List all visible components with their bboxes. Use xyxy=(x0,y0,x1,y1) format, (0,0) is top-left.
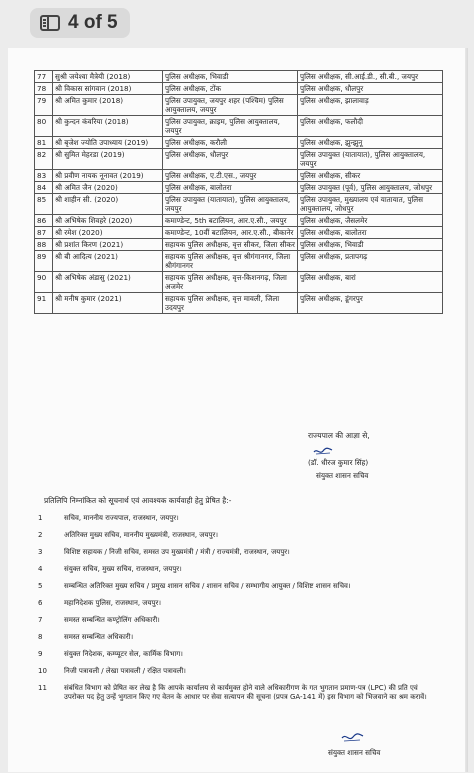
copy-to-list xyxy=(38,514,438,710)
officer-name-cell: श्री अमित जैन (2020) xyxy=(53,182,163,194)
copy-to-item-number: 5 xyxy=(38,582,43,590)
new-posting-cell: पुलिस उपायुक्त (यातायात), पुलिस आयुक्तालय, जयपुर xyxy=(298,149,443,170)
officer-name-cell: श्री मनीष कुमार (2021) xyxy=(53,293,163,314)
copy-to-item-number: 7 xyxy=(38,616,43,624)
table-row xyxy=(35,83,443,95)
copy-to-item-number: 10 xyxy=(38,667,47,675)
signature-mark xyxy=(313,446,333,456)
copy-to-item xyxy=(38,582,438,591)
serial-number-cell: 80 xyxy=(35,116,53,137)
table-row xyxy=(35,116,443,137)
serial-number-cell: 83 xyxy=(35,170,53,182)
closing-signature-mark xyxy=(340,731,364,743)
copy-to-item-text: अतिरिक्त मुख्य सचिव, माननीय मुख्यमंत्री, राजस्थान, जयपुर। xyxy=(64,531,219,539)
officer-name-cell: श्री बृजेश ज्योति उपाध्याय (2019) xyxy=(53,137,163,149)
copy-to-item-number: 1 xyxy=(38,514,43,522)
copy-to-item-text: सम्बन्धित अतिरिक्त मुख्य सचिव / प्रमुख शासन सचिव / शासन सचिव / सम्भागीय आयुक्त / विशिष्ट शासन सचिव। xyxy=(64,582,351,590)
new-posting-cell: पुलिस अधीक्षक, डूंगरपुर xyxy=(298,293,443,314)
table-row xyxy=(35,95,443,116)
serial-number-cell: 87 xyxy=(35,227,53,239)
copy-to-item xyxy=(38,548,438,557)
current-posting-cell: पुलिस अधीक्षक, धौलपुर xyxy=(163,149,298,170)
table-row xyxy=(35,71,443,83)
transfer-table xyxy=(34,70,443,314)
table-row xyxy=(35,194,443,215)
current-posting-cell: सहायक पुलिस अधीक्षक, वृत्त सीकर, जिला सीकर xyxy=(163,239,298,251)
copy-to-item-text: संयुक्त निदेशक, कम्प्यूटर सेल, कार्मिक विभाग। xyxy=(64,650,183,658)
copy-to-item-number: 9 xyxy=(38,650,43,658)
copy-to-title: प्रतिलिपि निम्नांकित को सूचनार्थ एवं आवश्यक कार्यवाही हेतु प्रेषित है:- xyxy=(44,496,232,505)
current-posting-cell: कमाण्डेन्ट, 10वीं बटालियन, आर.ए.सी., बीकानेर xyxy=(163,227,298,239)
new-posting-cell: पुलिस अधीक्षक, प्रतापगढ़ xyxy=(298,251,443,272)
officer-name-cell: श्री सुमित मेहरडा (2019) xyxy=(53,149,163,170)
serial-number-cell: 78 xyxy=(35,83,53,95)
officer-name-cell: सुश्री जयेश्वा मैत्रेयी (2018) xyxy=(53,71,163,83)
officer-name-cell: श्री प्रवीण नायक नूनावत (2019) xyxy=(53,170,163,182)
current-posting-cell: सहायक पुलिस अधीक्षक, वृत्त-किशनगढ़, जिला अजमेर xyxy=(163,272,298,293)
copy-to-item-number: 6 xyxy=(38,599,43,607)
current-posting-cell: पुलिस अधीक्षक, टोंक xyxy=(163,83,298,95)
serial-number-cell: 88 xyxy=(35,239,53,251)
sidebar-pages-icon[interactable] xyxy=(40,15,60,31)
current-posting-cell: पुलिस अधीक्षक, ए.टी.एस., जयपुर xyxy=(163,170,298,182)
copy-to-item-text: विशिष्ट सहायक / निजी सचिव, समस्त उप मुख्यमंत्री / मंत्री / राज्यमंत्री, राजस्थान, जयपुर। xyxy=(64,548,290,556)
current-posting-cell: पुलिस उपायुक्त (यातायात), पुलिस आयुक्तालय, जयपुर xyxy=(163,194,298,215)
officer-name-cell: श्री अमित कुमार (2018) xyxy=(53,95,163,116)
serial-number-cell: 85 xyxy=(35,194,53,215)
current-posting-cell: कमाण्डेन्ट, 5th बटालियन, आर.ए.सी., जयपुर xyxy=(163,215,298,227)
current-posting-cell: पुलिस अधीक्षक, करौली xyxy=(163,137,298,149)
copy-to-item xyxy=(38,599,438,608)
copy-to-item-text: संबंधित विभाग को प्रेषित कर लेख है कि आपके कार्यालय से कार्यमुक्त होने वाले अधिकारीगण के गत भुगतान प्रमाण-पत्र (LPC) की प्रति एवं उपरोक्त पद हेतु उन्हें भुगतान किए गए वेतन के आधार पर सेवा सत्यापन की सूचना (प्रपत्र GA-141 में) इस विभाग को भिजवाने का श्रम करावें। xyxy=(64,684,427,701)
copy-to-item-number: 3 xyxy=(38,548,43,556)
closing-designation: संयुक्त शासन सचिव xyxy=(328,748,381,757)
table-row xyxy=(35,215,443,227)
serial-number-cell: 91 xyxy=(35,293,53,314)
serial-number-cell: 79 xyxy=(35,95,53,116)
copy-to-item-text: सचिव, माननीय राज्यपाल, राजस्थान, जयपुर। xyxy=(64,514,179,522)
table-row xyxy=(35,149,443,170)
officer-name-cell: श्री शाहीन सी. (2020) xyxy=(53,194,163,215)
copy-to-item-text: महानिदेशक पुलिस, राजस्थान, जयपुर। xyxy=(64,599,162,607)
by-order-text: राज्यपाल की आज्ञा से, xyxy=(308,431,370,440)
current-posting-cell: पुलिस अधीक्षक, भिवाडी xyxy=(163,71,298,83)
officer-name-cell: श्री अभिषेक शिवहरे (2020) xyxy=(53,215,163,227)
copy-to-item-text: समस्त सम्बन्धित अधिकारी। xyxy=(64,633,134,641)
officer-name-cell: श्री प्रशांत किरण (2021) xyxy=(53,239,163,251)
current-posting-cell: सहायक पुलिस अधीक्षक, वृत्त श्रीगंगानगर, जिला श्रीगंगानगर xyxy=(163,251,298,272)
copy-to-item xyxy=(38,531,438,540)
copy-to-item-number: 4 xyxy=(38,565,43,573)
table-row xyxy=(35,293,443,314)
page-indicator-text: 4 of 5 xyxy=(68,12,118,33)
table-row xyxy=(35,182,443,194)
copy-to-item xyxy=(38,514,438,523)
serial-number-cell: 90 xyxy=(35,272,53,293)
table-row xyxy=(35,170,443,182)
copy-to-item xyxy=(38,684,438,702)
new-posting-cell: पुलिस उपायुक्त, मुख्यालय एवं यातायात, पुलिस आयुक्तालय, जोधपुर xyxy=(298,194,443,215)
copy-to-item xyxy=(38,633,438,642)
new-posting-cell: पुलिस अधीक्षक, जैसलमेर xyxy=(298,215,443,227)
table-row xyxy=(35,137,443,149)
table-row xyxy=(35,272,443,293)
copy-to-item-text: समस्त सम्बन्धित कण्ट्रोलिंग अधिकारी। xyxy=(64,616,160,624)
officer-name-cell: श्री बी आदित्य (2021) xyxy=(53,251,163,272)
document-page xyxy=(8,48,468,772)
officer-name-cell: श्री कुन्दन कंवरिया (2018) xyxy=(53,116,163,137)
copy-to-item-text: निजी पत्रावली / लेखा पत्रावली / रक्षित पत्रावली। xyxy=(64,667,186,675)
officer-name-cell: श्री रमेश (2020) xyxy=(53,227,163,239)
new-posting-cell: पुलिस अधीक्षक, धौलपुर xyxy=(298,83,443,95)
current-posting-cell: पुलिस उपायुक्त, जयपुर शहर (पश्चिम) पुलिस आयुक्तालय, जयपुर xyxy=(163,95,298,116)
new-posting-cell: पुलिस उपायुक्त (पूर्व), पुलिस आयुक्तालय, जोधपुर xyxy=(298,182,443,194)
serial-number-cell: 89 xyxy=(35,251,53,272)
officer-name-cell: श्री अभिषेक अंडासु (2021) xyxy=(53,272,163,293)
page-indicator-button[interactable] xyxy=(30,8,130,38)
current-posting-cell: सहायक पुलिस अधीक्षक, वृत्त मावली, जिला उदयपुर xyxy=(163,293,298,314)
viewer-toolbar xyxy=(0,0,474,48)
copy-to-item xyxy=(38,667,438,676)
new-posting-cell: पुलिस अधीक्षक, फलौदी xyxy=(298,116,443,137)
copy-to-item-number: 11 xyxy=(38,684,47,692)
new-posting-cell: पुलिस अधीक्षक, बालोतरा xyxy=(298,227,443,239)
officer-name-cell: श्री विकास सांगवान (2018) xyxy=(53,83,163,95)
current-posting-cell: पुलिस उपायुक्त, क्राइम, पुलिस आयुक्तालय, जयपुर xyxy=(163,116,298,137)
copy-to-item xyxy=(38,565,438,574)
table-row xyxy=(35,227,443,239)
new-posting-cell: पुलिस अधीक्षक, सीकर xyxy=(298,170,443,182)
signatory-name: (डॉ. धीरज कुमार सिंह) xyxy=(308,458,369,467)
current-posting-cell: पुलिस अधीक्षक, बालोतरा xyxy=(163,182,298,194)
serial-number-cell: 82 xyxy=(35,149,53,170)
copy-to-item-text: संयुक्त सचिव, मुख्य सचिव, राजस्थान, जयपुर। xyxy=(64,565,182,573)
serial-number-cell: 77 xyxy=(35,71,53,83)
table-row xyxy=(35,251,443,272)
copy-to-item-number: 2 xyxy=(38,531,43,539)
table-row xyxy=(35,239,443,251)
new-posting-cell: पुलिस अधीक्षक, बारां xyxy=(298,272,443,293)
copy-to-item xyxy=(38,650,438,659)
new-posting-cell: पुलिस अधीक्षक, झुन्झुनू xyxy=(298,137,443,149)
serial-number-cell: 84 xyxy=(35,182,53,194)
serial-number-cell: 81 xyxy=(35,137,53,149)
serial-number-cell: 86 xyxy=(35,215,53,227)
copy-to-item-number: 8 xyxy=(38,633,43,641)
new-posting-cell: पुलिस अधीक्षक, भिवाडी xyxy=(298,239,443,251)
copy-to-item xyxy=(38,616,438,625)
new-posting-cell: पुलिस अधीक्षक, झालावाड़ xyxy=(298,95,443,116)
signatory-designation: संयुक्त शासन सचिव xyxy=(316,471,369,480)
new-posting-cell: पुलिस अधीक्षक, सी.आई.डी., सी.बी., जयपुर xyxy=(298,71,443,83)
